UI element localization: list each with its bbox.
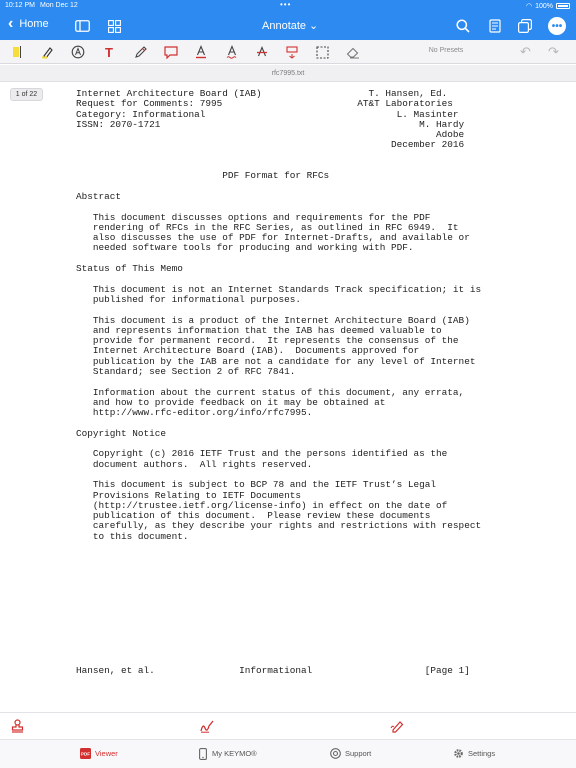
- area-select-icon[interactable]: [314, 44, 330, 60]
- stamp-icon[interactable]: [11, 719, 25, 733]
- tab-mykeymo[interactable]: [197, 748, 257, 759]
- document-line: needed software tools for producing and working with PDF.: [76, 242, 414, 254]
- device-icon: [197, 748, 208, 759]
- document-line: also discusses the use of PDF for Internet-Drafts, and available or: [76, 232, 470, 244]
- signature-icon[interactable]: [200, 719, 214, 733]
- highlighter-pen-icon[interactable]: [40, 44, 56, 60]
- back-home-label: Home: [19, 18, 49, 30]
- document-line: Copyright (c) 2016 IETF Trust and the persons identified as the: [76, 448, 448, 460]
- redo-icon[interactable]: ↷: [548, 44, 559, 59]
- underline-text-icon[interactable]: [193, 44, 209, 60]
- comment-bubble-icon[interactable]: [163, 44, 179, 60]
- document-line: carefully, as they describe your rights and restrictions with respect: [76, 520, 482, 532]
- pen-edit-icon[interactable]: [487, 18, 503, 34]
- nav-row: [0, 14, 576, 38]
- document-page[interactable]: [0, 83, 576, 710]
- tab-settings-label: Settings: [468, 749, 496, 758]
- battery-percent: 100%: [535, 2, 553, 10]
- document-line: Status of This Memo: [76, 263, 183, 275]
- document-line: This document discusses options and requirements for the PDF: [76, 211, 431, 223]
- document-line: [76, 635, 482, 645]
- document-line: to this document.: [76, 530, 189, 542]
- document-line: [76, 594, 482, 604]
- document-line: This document is a product of the Internet Architecture Board (IAB): [76, 314, 470, 326]
- pdf-icon: [80, 748, 91, 759]
- search-icon[interactable]: [455, 18, 471, 34]
- annotation-toolbar: [0, 40, 576, 64]
- document-line: and represents information that the IAB has deemed valuable to: [76, 324, 442, 336]
- status-date: Mon Dec 12: [40, 2, 78, 9]
- copy-pages-icon[interactable]: [517, 18, 533, 34]
- file-name-bar: rfc7995.txt: [0, 65, 576, 82]
- document-line: December 2016: [76, 139, 465, 151]
- undo-icon[interactable]: ↶: [520, 44, 531, 59]
- top-navigation-bar: [0, 0, 576, 40]
- document-line: [76, 305, 482, 315]
- document-line: [76, 573, 482, 583]
- document-line: Abstract: [76, 190, 122, 202]
- document-line: Internet Architecture Board (IAB). Documents approved for: [76, 345, 420, 357]
- annotate-mode-selector[interactable]: [262, 19, 318, 32]
- wifi-icon: ◠: [525, 3, 533, 10]
- document-line: ISSN: 2070-1721 M. Hardy: [76, 118, 465, 130]
- document-line: Hansen, et al. Informational [Page 1]: [76, 664, 470, 676]
- multitasking-dots-icon[interactable]: •••: [280, 0, 292, 9]
- squiggly-underline-icon[interactable]: [224, 44, 240, 60]
- document-line: published for informational purposes.: [76, 293, 302, 305]
- tab-viewer-label: Viewer: [95, 749, 118, 758]
- battery-status: [526, 2, 570, 10]
- annotate-mode-label: Annotate: [262, 19, 307, 32]
- add-text-icon[interactable]: T: [105, 44, 113, 60]
- chevron-down-icon: ⌄: [309, 20, 319, 32]
- document-line: [76, 614, 482, 624]
- document-line: [76, 552, 482, 562]
- document-line: and how to provide feedback on it may be obtained at: [76, 396, 386, 408]
- document-line: [76, 542, 482, 552]
- document-line: provide for permanent record. It represents the consensus of the: [76, 335, 459, 347]
- document-line: This document is subject to BCP 78 and the IETF Trust’s Legal: [76, 479, 437, 491]
- document-line: [76, 182, 482, 192]
- back-home-button[interactable]: [8, 16, 49, 32]
- document-line: Copyright Notice: [76, 427, 167, 439]
- status-time: 10:12 PM: [5, 2, 35, 9]
- document-line: Internet Architecture Board (IAB) T. Hansen, Ed.: [76, 88, 448, 99]
- text-stamp-icon[interactable]: [70, 44, 86, 60]
- document-line: (http://trustee.ietf.org/license-info) in effect on the date of: [76, 499, 448, 511]
- document-line: Request for Comments: 7995 AT&T Laboratories: [76, 98, 453, 110]
- presets-label[interactable]: No Presets: [428, 47, 464, 54]
- battery-icon: [556, 3, 570, 9]
- sign-pen-icon[interactable]: [390, 719, 404, 733]
- grid-view-icon[interactable]: [106, 18, 122, 34]
- chevron-left-icon: ‹: [8, 15, 14, 32]
- document-line: Information about the current status of this document, any errata,: [76, 386, 465, 398]
- bottom-tab-bar: [0, 739, 576, 768]
- tab-mykeymo-label: My KEYMO®: [212, 749, 257, 758]
- tab-support[interactable]: [330, 748, 371, 759]
- tab-viewer[interactable]: [80, 748, 118, 759]
- tab-support-label: Support: [345, 749, 372, 758]
- svg-text:PDF: PDF: [81, 751, 90, 757]
- document-text: [76, 89, 482, 676]
- sidebar-toggle-icon[interactable]: [74, 18, 90, 34]
- document-line: Standard; see Section 2 of RFC 7841.: [76, 366, 296, 378]
- replace-text-icon[interactable]: [284, 44, 300, 60]
- document-line: Provisions Relating to IETF Documents: [76, 489, 302, 501]
- document-line: rendering of RFCs in the RFC Series, as outlined in RFC 6949. It: [76, 221, 459, 233]
- document-line: [76, 624, 482, 634]
- strikethrough-text-icon[interactable]: [254, 44, 270, 60]
- page-indicator: 1 of 22: [10, 88, 43, 101]
- status-bar: [0, 0, 576, 12]
- document-line: [76, 563, 482, 573]
- document-line: [76, 645, 482, 655]
- document-line: [76, 604, 482, 614]
- document-line: This document is not an Internet Standards Track specification; it is: [76, 283, 482, 295]
- document-line: document authors. All rights reserved.: [76, 458, 313, 470]
- document-line: [76, 151, 482, 161]
- support-lifebuoy-icon: [330, 748, 341, 759]
- bottom-tools-bar: [0, 712, 576, 738]
- freehand-pencil-icon[interactable]: [133, 44, 149, 60]
- tab-settings[interactable]: [453, 748, 495, 759]
- document-line: publication by the IAB are not a candidate for any level of Internet: [76, 355, 476, 367]
- document-line: Category: Informational L. Masinter: [76, 108, 459, 120]
- document-line: [76, 583, 482, 593]
- document-line: publication of this document. Please review these documents: [76, 510, 431, 522]
- eraser-icon[interactable]: [345, 44, 361, 60]
- document-line: PDF Format for RFCs: [76, 170, 330, 182]
- more-options-icon[interactable]: •••: [548, 17, 566, 35]
- highlight-text-icon[interactable]: [10, 44, 26, 60]
- gear-icon: [453, 748, 464, 759]
- document-line: http://www.rfc-editor.org/info/rfc7995.: [76, 407, 313, 419]
- document-line: Adobe: [76, 129, 465, 141]
